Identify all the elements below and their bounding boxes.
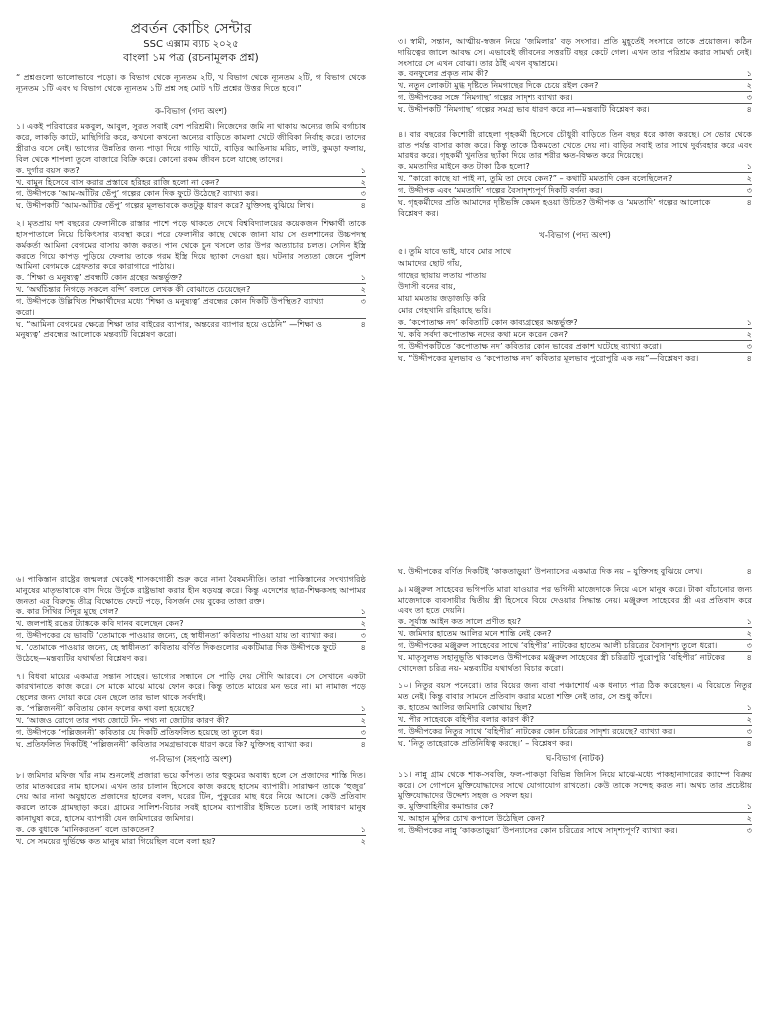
mark: ১	[360, 164, 366, 175]
poem-line: মায়া মমতায় জড়াজড়ি করি	[398, 293, 486, 304]
sub-question-text: খ. আহান মুন্সির চোখ কপালে উঠেছিল কেন?	[398, 813, 545, 824]
poem-line: মোর গেহখানি রহিয়াছে ভরি।	[398, 305, 491, 316]
top-left-column	[16, 20, 366, 340]
sub-question-ga	[16, 727, 366, 739]
question-1	[16, 121, 366, 211]
bottom-left-column	[16, 574, 366, 847]
sub-question-ka	[16, 824, 366, 836]
sub-question-kha	[16, 618, 366, 630]
coaching-center-title: প্রবর্তন কোচিং সেন্টার	[130, 21, 252, 37]
mark: ২	[746, 713, 752, 724]
sub-question-ka	[398, 317, 752, 329]
sub-question-ka	[398, 616, 752, 628]
sub-question-kha	[398, 329, 752, 341]
mark: ৪	[360, 738, 366, 749]
question-2	[16, 218, 366, 340]
mark: ৩	[360, 295, 366, 306]
mark: ২	[746, 628, 752, 639]
sub-question-ka	[398, 702, 752, 714]
section-heading-ga: গ-বিভাগ (সহপাঠ অংশ)	[149, 755, 232, 766]
mark: ২	[746, 173, 752, 184]
question-8-continued	[398, 566, 752, 577]
question-7	[16, 671, 366, 750]
section-heading-gha: ঘ-বিভাগ (নাটক)	[546, 754, 604, 765]
poem-line: ৫। তুমি যাবে ভাই, যাবে মোর সাথে	[398, 245, 512, 256]
poem-excerpt	[398, 246, 752, 317]
sub-question-ka	[398, 68, 752, 80]
question-3	[398, 36, 752, 115]
sub-question-ka	[398, 161, 752, 173]
sub-question-text: ক. ‘শিক্ষা ও মনুষ্যত্ব’ প্রবন্ধটি কোন গ্রন্থের অন্তর্ভুক্ত?	[16, 272, 183, 283]
sub-question-kha	[16, 284, 366, 296]
sub-question-ga	[16, 296, 366, 319]
exam-instruction: “ প্রশ্নগুলো ভালোভাবে পড়ো। ক বিভাগ থেকে ন্যূনতম ২টি, খ বিভাগ থেকে ন্যূনতম ২টি, গ বিভাগ থেকে ন্যূনতম ১টি এবং ঘ বিভাগ থেকে ন্যূনতম ১টি প্রশ্ন সহ মোট ৭টি প্রশ্নের উত্তর দিতে হবে।”	[16, 72, 366, 94]
mark: ৩	[746, 92, 752, 103]
sub-question-text: ক. ‘কপোতাক্ষ নদ’ কবিতাটি কোন কাব্যগ্রন্থের অন্তর্ভুক্ত?	[398, 317, 578, 328]
sub-question-text: খ. সে সময়ের দুর্ভিক্ষে কত মানুষ মারা গিয়েছিল বলে বলা হয়?	[16, 835, 216, 846]
sub-question-text: ঘ. মাতৃসুলভ সহানুভূতি থাকলেও উদ্দীপকের মঞ্জুরুল সাহেবের স্ত্রী চরিত্রটি পুরোপুরি ‘বহিপীর’ নাটকের খোদেজা চরিত্র নয়- মন্তব্যটির যথার্থতা বিচার করো।	[398, 651, 726, 673]
sub-question-ga	[398, 825, 752, 836]
sub-question-text: ঘ. “আমিনা বেগমের ক্ষেত্রে শিক্ষা তার বাইরের ব্যাপার, অন্তরের ব্যাপার হয়ে ওঠেনি” —শিক্ষা ও মনুষ্যত্ব’ প্রবন্ধের আলোকে মন্তব্যটি বিশ্লেষণ করো।	[16, 318, 323, 340]
sub-question-text: ঘ. উদ্দীপকটি ‘আম-আঁটির ভেঁপু’ গল্পের মূলভাবকে কতটুকু ধারণ করে? যুক্তিসহ বুঝিয়ে লিখ।	[16, 200, 314, 211]
sub-question-text: ক. বনফুলের প্রকৃত নাম কী?	[398, 68, 489, 79]
question-stem: ১১। নান্নু গ্রাম থেকে শাক-সবজি, ফল-পাকড়া বিভিন্ন জিনিস নিয়ে মাঝে-মধ্যে পাকহানাদারের ক্যাম্পে বিক্রয় করে। সে গোপনে মুক্তিযোদ্ধাদের সাথে যোগাযোগ রাখতো। কেউ তাকে সন্দেহ করত না। অথচ তার প্রচেষ্টায় মুক্তিযোদ্ধাদের উদ্দেশ্য সহজ ও সফল হয়।	[398, 768, 752, 801]
question-stem: ১০। নিতুর বয়স পনেরো। তার বিয়ের জন্য বাবা পঞ্চাশোর্ধ এক ধনাঢ্য পাত্র ঠিক করেছেন। এ বিয়েতে নিতুর মত নেই। কিন্তু বাবার সামনে প্রতিবাদ করার মতো শক্তি নেই তার, সে শুধু কাঁদে।	[398, 680, 752, 702]
mark: ২	[360, 714, 366, 725]
mark: ৩	[360, 188, 366, 199]
sub-question-ga	[398, 92, 752, 104]
top-right-column	[398, 36, 752, 363]
sub-question-text: ক. মমতাদির মাইনে কত টাকা ঠিক হলো?	[398, 161, 530, 172]
mark: ১	[746, 702, 752, 713]
sub-question-gha	[16, 642, 366, 664]
sub-question-gha	[398, 197, 752, 219]
sub-question-text: খ. পীর সাহেবকে বহিপীর বলার কারণ কী?	[398, 713, 535, 724]
question-6	[16, 574, 366, 664]
mark: ২	[746, 80, 752, 91]
sub-question-text: খ. নতুন লোকটা মুগ্ধ দৃষ্টিতে নিমগাছের দিকে চেয়ে রইল কেন?	[398, 80, 599, 91]
mark: ৩	[360, 726, 366, 737]
sub-question-text: ঘ. ‘তোমাকে পাওয়ার জন্যে, হে স্বাধীনতা’ কবিতায় বর্ণিত দিকগুলোর একটিমাত্র দিক উদ্দীপকে ফুটে উঠেছে—মন্তব্যটির যথার্থতা বিশ্লেষণ কর।	[16, 641, 337, 663]
sub-question-text: খ. বামুন হিসেবে বাস করার প্রস্তাবে হরিহর রাজি হলো না কেন?	[16, 176, 220, 187]
question-stem: ৮। জমিদার মফিজ খাঁর নাম শুনলেই প্রজারা ভয়ে কাঁপত। তার হুকুমের অবাধ্য হলে সে প্রজাদের শাস্তি দিত। তার মাতব্বরের নাম হাসেম। এখন তার চালান হিসেবে কাজ করছে হাসেম ব্যাপারী। সারাক্ষণ তাকে ‘হুজুর’ দেয় আর নানা অযুহাতে প্রজাদের হালের বলদ, ঘরের টিন, পুকুরের মাছ ধরে নিয়ে আসে। কেউ প্রতিবাদ করলে তাকে গ্রামছাড়া করে। গ্রামের সালিশ-বিচার সবই হাসেম ব্যাপারীর ইঙ্গিতে চলে। তাই সাধারণ মানুষ কানাঘুষা করে, হাসেম ব্যাপারী যেন জমিদারের জমিদার।	[16, 769, 366, 824]
sub-question-text: গ. উদ্দীপক এবং ‘মমতাদি’ গল্পের বৈসাদৃশ্যপূর্ণ দিকটি বর্ণনা কর।	[398, 184, 603, 195]
mark: ১	[360, 606, 366, 617]
sub-question-kha	[16, 715, 366, 727]
question-9	[398, 584, 752, 674]
sub-question-ka	[398, 801, 752, 813]
sub-question-gha	[398, 353, 752, 364]
sub-question-text: গ. উদ্দীপকের যে ভাবটি ‘তোমাকে পাওয়ার জন্যে, হে স্বাধীনতা’ কবিতায় পাওয়া যায় তা ব্যাখ্যা কর।	[16, 630, 337, 641]
sub-question-gha	[398, 566, 752, 577]
sub-question-gha	[16, 200, 366, 211]
question-8	[16, 770, 366, 847]
bottom-right-column	[398, 566, 752, 836]
mark: ৪	[746, 196, 752, 207]
sub-question-kha	[398, 714, 752, 726]
sub-question-text: খ. জমিদার হাতেম আলির মনে শান্তি নেই কেন?	[398, 628, 552, 639]
mark: ৪	[746, 651, 752, 662]
question-stem: ২। মৃতপ্রায় দশ বছরের ফেলানীকে রাস্তার পাশে পড়ে থাকতে দেখে বিশ্ববিদ্যালয়ের কয়েকজন শিক্ষার্থী তাকে হাসপাতালে নিয়ে চিকিৎসার ব্যবস্থা করে। পরে ফেলানীর কাছে থেকে জানা যায় সে গুলশানের উচ্চপদস্থ কর্মকর্তা আমিনা বেগমের বাসায় কাজ করত। পান থেকে চুন খসলে তার উপর অত্যাচার চলত। সেদিন ইস্ত্রি করতে গিয়ে কাপড় পুড়িয়ে ফেলায় তাকে গরম ইস্ত্রি দিয়ে ছ্যাকা দেওয়া হয়। ঘটনার সত্যতা জেনে পুলিশ আমিনা বেগমকে গ্রেফতার করে কারাগারে পাঠায়।	[16, 218, 366, 272]
sub-question-kha	[16, 836, 366, 847]
mark: ৩	[746, 824, 752, 835]
sub-question-ka	[16, 606, 366, 618]
sub-question-ka	[16, 272, 366, 284]
mark: ১	[746, 317, 752, 328]
question-stem: ৬। পাকিস্তান রাষ্ট্রের জন্মলগ্ন থেকেই শাসকগোষ্ঠী শুরু করে নানা বৈষম্যনীতি। তারা পাকিস্তানের সংখ্যাগরিষ্ঠ মানুষের মাতৃভাষাকে বাদ দিয়ে উর্দুকে রাষ্ট্রভাষা করার হীন ষড়যন্ত্র করে। কিন্তু এদেশের ছাত্র-শিক্ষকসহ আপামর জনতা এর বিরুদ্ধে তীব্র বিক্ষোভে ফেটে পড়ে, বিসর্জন দেয় বুকের তাজা রক্ত।	[16, 574, 366, 606]
sub-question-text: খ. “কারো কাছে যা পাই না, তুমি তা দেবে কেন?” – কথাটি মমতাদি কেন বলেছিলেন?	[398, 173, 673, 184]
mark: ১	[746, 801, 752, 812]
sub-question-text: গ. উদ্দীপকে উল্লিখিত শিক্ষার্থীদের মধ্যে ‘শিক্ষা ও মনুষ্যত্ব’ প্রবন্ধের কোন দিকটি উপস্থিত? ব্যাখ্যা করো।	[16, 295, 324, 317]
sub-question-text: গ. উদ্দীপকের নান্নু ‘কাকতাড়ুয়া’ উপন্যাসের কোন চরিত্রের সাথে সাদৃশ্যপূর্ণ? ব্যাখ্যা কর।	[398, 824, 678, 835]
sub-question-gha	[398, 652, 752, 674]
mark: ৪	[746, 737, 752, 748]
sub-question-text: ক. হাতেম আলির জমিদারি কোথায় ছিল?	[398, 702, 532, 713]
mark: ৪	[746, 566, 752, 576]
sub-question-text: ক. মুক্তিবাহিনীর কমান্ডার কে?	[398, 801, 494, 812]
question-stem: ১। একই পরিবারের মকবুল, আবুল, সুরত সবাই বেশ পরিশ্রমী। নিজেদের জমি না থাকায় অন্যের জমি বর্গাচাষ করে, লাকড়ি কাটে, মাছিগিরি করে, কখনো কখনো অন্যের বাড়িতে কামলা খেটে জীবিকা নির্বাহ করে। তাদের স্ত্রীরাও বসে নেই। ভাগ্যের উন্নতির জন্য পাড়া দিয়ে গাড়ি খাটে, বাড়ির আঙিনায় মরিচ, লাউ, কুমড়া ফলায়, বিল থেকে শাপলা তুলে বাজারে বিক্রি করে। কোনো রকম জীবন চলে যাচ্ছে তাদের।	[16, 121, 366, 164]
mark: ৪	[746, 103, 752, 114]
mark: ৩	[746, 184, 752, 195]
exam-batch-subtitle: SSC এক্সাম ব্যাচ ২০২৫	[143, 39, 239, 51]
mark: ২	[360, 618, 366, 629]
sub-question-text: ক. কার সিঁথির সিঁদুর মুছে গেল?	[16, 606, 119, 617]
sub-question-gha	[16, 319, 366, 341]
mark: ৩	[746, 340, 752, 351]
sub-question-kha	[398, 173, 752, 185]
mark: ৪	[360, 318, 366, 329]
mark: ১	[746, 616, 752, 627]
mark: ৪	[360, 641, 366, 652]
sub-question-ka	[16, 703, 366, 715]
mark: ২	[360, 176, 366, 187]
question-4	[398, 129, 752, 219]
mark: ২	[746, 328, 752, 339]
sub-question-ga	[398, 640, 752, 652]
mark: ১	[746, 68, 752, 79]
sub-question-text: ক. ‘পল্লিজননী’ কবিতায় কোন ফলের কথা বলা হয়েছে?	[16, 703, 195, 714]
poem-line: উদাসী বনের বায়,	[398, 281, 456, 292]
mark: ২	[360, 835, 366, 846]
paper-title: বাংলা ১ম পত্র (রচনামূলক প্রশ্ন)	[123, 51, 259, 65]
sub-question-text: গ. উদ্দীপকের নিতুর সাথে ‘বহিপীর’ নাটকের কোন চরিত্রের সাদৃশ্য রয়েছে? ব্যাখ্যা কর।	[398, 725, 676, 736]
sub-question-gha	[398, 104, 752, 115]
mark: ১	[746, 161, 752, 172]
sub-question-text: ক. সূর্যাস্ত আইন কত সালে প্রণীত হয়?	[398, 616, 522, 627]
sub-question-kha	[398, 628, 752, 640]
question-stem: ৯। মঞ্জুরুল সাহেবের ভগিপতি মারা যাওয়ার পর ভগিনী মাজেদাকে নিয়ে এসে মানুষ করে। টাকা বাঁচানোর জন্য মাজেদাকে ব্যবসায়ীর দ্বিতীয় স্ত্রী হিসেবে বিয়ে দেওয়ার সিদ্ধান্ত নেয়। মঞ্জুরুল সাহেবের স্ত্রী এর প্রতিবাদ করে এবং তা হতে দেয়নি।	[398, 583, 752, 616]
sub-question-ka	[16, 165, 366, 177]
mark: ৩	[360, 630, 366, 641]
section-heading-ka: ক-বিভাগ (গদ্য অংশ)	[155, 107, 227, 118]
sub-question-text: ঘ. প্রতিফলিত দিকটিই ‘পল্লিজননী’ কবিতার সমগ্রভাবকে ধারণ করে কি? যুক্তিসহ ব্যাখ্যা কর।	[16, 738, 313, 749]
sub-question-gha	[16, 739, 366, 750]
question-stem: ৪। বার বছরের কিশোরী রাহেলা গৃহকর্মী হিসেবে চৌধুরী বাড়িতে তিন বছর ধরে কাজ করছে। সে ভোর থেকে রাত পর্যন্ত বাসার কাজ করে। কিন্তু তাকে ঠিকমতো খেতে দেয় না। বাড়ির সবাই তার সাথে দুর্ব্যবহার করে এবং মারধর করে। গৃহকর্মী খুনতির ছ্যাঁকা দিয়ে তার শরীর ক্ষত-বিক্ষত করে দিয়েছে।	[398, 128, 752, 161]
sub-question-ga	[16, 630, 366, 642]
mark: ১	[360, 272, 366, 283]
sub-question-kha	[16, 177, 366, 189]
mark: ৩	[746, 725, 752, 736]
sub-question-text: খ. ‘অর্থচিন্তার নিগড়ে সকলে বন্দি’ বলতে লেখক কী বোঝাতে চেয়েছেন?	[16, 284, 251, 295]
sub-question-text: ঘ. উদ্দীপকটি ‘নিমগাছ’ গল্পের সমগ্র ভাব ধারণ করে না—মন্তব্যটি বিশ্লেষণ কর।	[398, 103, 650, 114]
sub-question-text: খ. কবি সর্বদা কপোতাক্ষ নদের কথা মনে করেন কেন?	[398, 328, 568, 339]
sub-question-text: ঘ. উদ্দীপকের বর্ণিত দিকটিই ‘কাকতাড়ুয়া’ উপন্যাসের একমাত্র দিক নয় – যুক্তিসহ বুঝিয়ে লেখ।	[398, 566, 703, 576]
question-10	[398, 680, 752, 748]
mark: ১	[360, 823, 366, 834]
mark: ২	[746, 813, 752, 824]
sub-question-text: খ. ‘আজও রোগে তার পথ্য জোটে নি- পথ্য না জোটার কারণ কী?	[16, 714, 230, 725]
sub-question-ga	[398, 726, 752, 738]
sub-question-ga	[398, 185, 752, 197]
sub-question-gha	[398, 738, 752, 749]
mark: ৪	[360, 200, 366, 211]
poem-line: গাছের ছায়ায় লতায় পাতায়	[398, 269, 487, 280]
sub-question-text: গ. উদ্দীপকটিতে ‘কপোতাক্ষ নদ’ কবিতার কোন ভাবের প্রকাশ ঘটেছে ব্যাখ্যা করো।	[398, 340, 662, 351]
sub-question-text: ক. দুর্গার বয়স কত?	[16, 164, 80, 175]
sub-question-text: ক. কে বুধাকে ‘মানিকরতন’ বলে ডাকতেন?	[16, 823, 155, 834]
sub-question-ga	[16, 188, 366, 200]
sub-question-text: ঘ. “উদ্দীপকের মূলভাব ও ‘কপোতাক্ষ নদ’ কবিতার মূলভাব পুরোপুরি এক নয়”—বিশ্লেষণ কর।	[398, 352, 699, 363]
sub-question-kha	[398, 80, 752, 92]
mark: ৪	[746, 352, 752, 363]
mark: ২	[360, 284, 366, 295]
sub-question-text: খ. জলপাই রঙের ট্যাঙ্ককে কবি দানব বলেছেন কেন?	[16, 618, 184, 629]
sub-question-kha	[398, 813, 752, 825]
sub-question-text: গ. উদ্দীপকে ‘আম-আঁটির ভেঁপু’ গল্পের কোন দিক ফুটে উঠেছে? ব্যাখ্যা কর।	[16, 188, 259, 199]
sub-question-ga	[398, 341, 752, 353]
poem-line: আমাদের ছোট গাঁয়,	[398, 257, 463, 268]
section-heading-kha: খ-বিভাগ (পদ্য অংশ)	[539, 231, 611, 242]
sub-question-text: গ. উদ্দীপকের সঙ্গে ‘নিমগাছ’ গল্পের সাদৃশ্য ব্যাখ্যা কর।	[398, 92, 573, 103]
mark: ৩	[746, 639, 752, 650]
question-11	[398, 769, 752, 836]
mark: ১	[360, 703, 366, 714]
question-5	[398, 246, 752, 364]
sub-question-text: গ. উদ্দীপকের মঞ্জুরুল সাহেবের সাথে ‘বহিপীর’ নাটকের হাতেম আলী চরিত্রের বৈসাদৃশ্য তুলে ধরো।	[398, 639, 718, 650]
question-stem: ৩। স্বামী, সন্তান, আত্মীয়-স্বজন নিয়ে ‘জমিলার’ বড় সংসার। প্রতি মুহূর্তেই সংসারে তাকে প্রয়োজন। কঠিন দায়িত্বের জালে আবদ্ধ সে। এভাবেই জীবনের সত্তরটি বছর কেটে গেল। এখন তার পরিশ্রম করার সামর্থ্য নেই। সংসারে সে এখন বোঝা। তার ঠাঁই এখন বৃদ্ধাশ্রমে।	[398, 36, 752, 68]
question-stem: ৭। বিধবা মায়ের একমাত্র সন্তান সাহেব। ভাগ্যের সন্ধানে সে পাড়ি দেয় সৌদি আরবে। সে সেখানে একটা কারখানাতে কাজ করে। সে মাকে মাঝে মাঝে ফোন করে। কিন্তু তাতে মায়ের মন ভরে না। মা নামাজ পড়ে ছেলের জন্য দোয়া করে যেন ছেলে তার ভাল থাকে সর্বদাই।	[16, 670, 366, 703]
sub-question-text: ঘ. ‘নিতু তাহেরাকে প্রতিনিধিত্ব করছে।’ – বিশ্লেষণ কর।	[398, 737, 573, 748]
sub-question-text: ঘ. গৃহকর্মীদের প্রতি আমাদের দৃষ্টিভঙ্গি কেমন হওয়া উচিত? উদ্দীপক ও ‘মমতাদি’ গল্পের আলোকে বিশ্লেষণ কর।	[398, 196, 711, 218]
sub-question-text: গ. উদ্দীপকে ‘পল্লিজননী’ কবিতার যে দিকটি প্রতিফলিত হয়েছে তা তুলে ধর।	[16, 726, 263, 737]
